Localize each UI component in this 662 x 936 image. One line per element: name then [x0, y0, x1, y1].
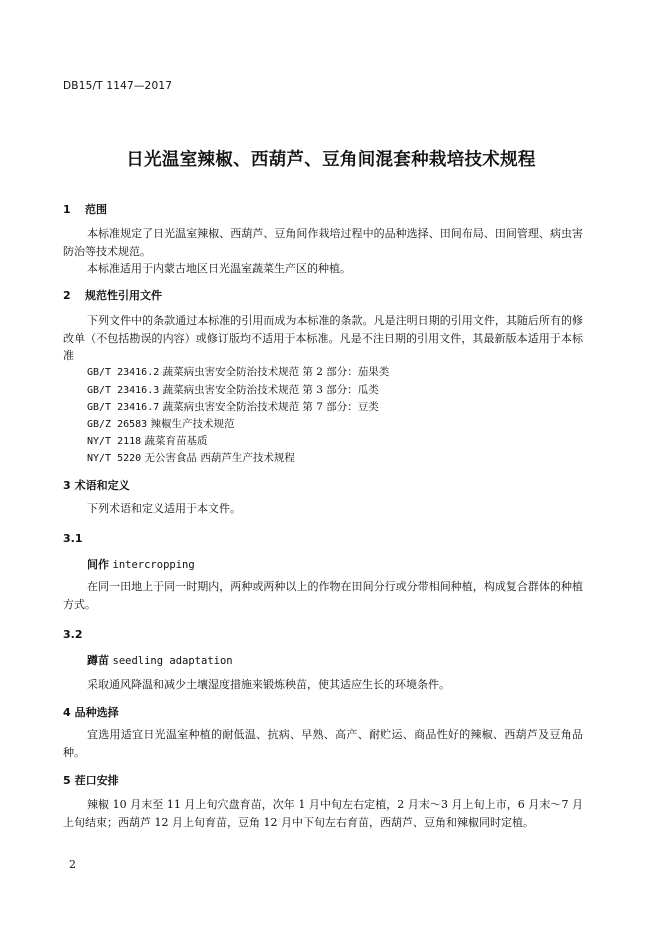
reference-code: GB/T 23416.7	[87, 402, 160, 413]
section-2-intro: 下列文件中的条款通过本标准的引用而成为本标准的条款。凡是注明日期的引用文件，其随后所有的修改单（不包括勘误的内容）或修订版均不适用于本标准。凡是不注日期的引用文件，其最新版本适用于本标准	[63, 314, 583, 362]
section-number: 1	[63, 203, 71, 216]
reference-code: NY/T 5220	[87, 453, 142, 464]
section-title: 规范性引用文件	[85, 289, 162, 302]
term-definition: 采取通风降温和减少土壤湿度措施来锻炼秧苗，使其适应生长的环境条件。	[87, 678, 450, 691]
section-number: 4	[63, 706, 71, 719]
reference-item	[87, 382, 379, 397]
reference-item	[87, 416, 235, 431]
term-definition: 在同一田地上于同一时期内，两种或两种以上的作物在田间分行或分带相间种植，构成复合群体的种植方式。	[63, 580, 583, 611]
reference-item	[87, 399, 379, 414]
section-3-heading	[63, 477, 130, 493]
reference-title: 无公害食品 西葫芦生产技术规程	[144, 452, 295, 464]
reference-code: GB/T 23416.3	[87, 385, 160, 396]
term-heading	[87, 652, 233, 668]
section-1-heading	[63, 201, 107, 217]
section-number: 2	[63, 289, 71, 302]
reference-title: 蔬菜病虫害安全防治技术规范 第 3 部分：瓜类	[162, 384, 379, 396]
standard-code: DB15/T 1147—2017	[63, 80, 173, 92]
term-heading	[87, 556, 195, 572]
section-4-paragraph: 宜选用适宜日光温室种植的耐低温、抗病、早熟、高产、耐贮运、商品性好的辣椒、西葫芦及豆角品种。	[63, 728, 583, 759]
section-title: 茬口安排	[74, 774, 119, 787]
term-number: 3.2	[63, 628, 83, 641]
reference-item	[87, 433, 208, 448]
reference-item	[87, 364, 389, 379]
reference-item	[87, 450, 295, 465]
term-chinese: 间作	[87, 558, 109, 571]
section-5-heading	[63, 772, 119, 788]
page-number: 2	[69, 858, 76, 871]
reference-title: 蔬菜育苗基质	[144, 435, 208, 447]
section-5-paragraph: 辣椒 10 月末至 11 月上旬穴盘育苗，次年 1 月中旬左右定植，2 月末～3 月上旬上市，6 月末～7 月上旬结束；西葫芦 12 月上旬育苗，豆角 12 月中下旬左右育苗，西葫芦、豆角和辣椒同时定植。	[63, 798, 583, 829]
section-title: 品种选择	[74, 706, 119, 719]
section-number: 3	[63, 479, 71, 492]
term-english: seedling adaptation	[112, 655, 233, 667]
reference-title: 蔬菜病虫害安全防治技术规范 第 2 部分：茄果类	[162, 366, 390, 378]
section-title: 范围	[85, 203, 107, 216]
section-2-heading	[63, 287, 162, 303]
section-1-paragraph-1: 本标准规定了日光温室辣椒、西葫芦、豆角间作栽培过程中的品种选择、田间布局、田间管理、病虫害防治等技术规范。	[63, 227, 583, 258]
reference-title: 辣椒生产技术规范	[150, 418, 235, 430]
reference-code: NY/T 2118	[87, 436, 142, 447]
section-number: 5	[63, 774, 71, 787]
section-3-intro: 下列术语和定义适用于本文件。	[87, 502, 241, 515]
reference-title: 蔬菜病虫害安全防治技术规范 第 7 部分：豆类	[162, 401, 379, 413]
term-number: 3.1	[63, 532, 83, 545]
term-english: intercropping	[112, 559, 195, 571]
reference-code: GB/T 23416.2	[87, 367, 160, 378]
document-title: 日光温室辣椒、西葫芦、豆角间混套种栽培技术规程	[126, 150, 536, 170]
section-title: 术语和定义	[74, 479, 130, 492]
term-chinese: 蹲苗	[87, 654, 109, 667]
reference-code: GB/Z 26583	[87, 419, 148, 430]
section-1-paragraph-2: 本标准适用于内蒙古地区日光温室蔬菜生产区的种植。	[87, 262, 351, 275]
section-4-heading	[63, 704, 119, 720]
